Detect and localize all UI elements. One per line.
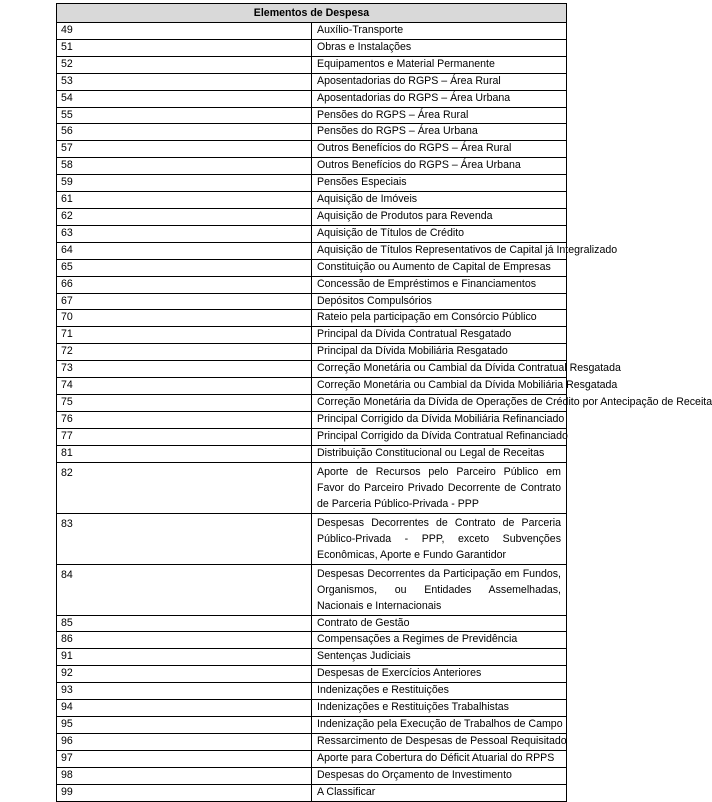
element-description: Equipamentos e Material Permanente [312,56,567,73]
element-description: Principal da Dívida Contratual Resgatado [312,327,567,344]
element-code: 63 [57,225,312,242]
table-row [57,107,567,124]
table-row [57,259,567,276]
element-description: A Classificar [312,784,567,801]
table-row [57,683,567,700]
element-code: 96 [57,733,312,750]
table-row [57,39,567,56]
table-row [57,717,567,734]
element-code: 57 [57,141,312,158]
element-description: Aposentadorias do RGPS – Área Urbana [312,90,567,107]
element-code: 55 [57,107,312,124]
element-description: Aquisição de Produtos para Revenda [312,208,567,225]
table-row [57,733,567,750]
table-row [57,649,567,666]
table-row [57,344,567,361]
element-description: Concessão de Empréstimos e Financiamentos [312,276,567,293]
element-description: Aquisição de Imóveis [312,192,567,209]
table-row [57,192,567,209]
table-row [57,141,567,158]
element-code: 62 [57,208,312,225]
table-row [57,700,567,717]
table-row [57,394,567,411]
table-row [57,293,567,310]
element-code: 67 [57,293,312,310]
table-row [57,175,567,192]
element-description: Indenizações e Restituições [312,683,567,700]
element-description: Outros Benefícios do RGPS – Área Urbana [312,158,567,175]
table-row [57,378,567,395]
element-code: 70 [57,310,312,327]
element-description: Outros Benefícios do RGPS – Área Rural [312,141,567,158]
table-row [57,124,567,141]
table-header-row [57,4,567,23]
table-row [57,615,567,632]
element-description: Principal da Dívida Mobiliária Resgatado [312,344,567,361]
element-description: Principal Corrigido da Dívida Mobiliária Refinanciado [312,411,567,428]
element-description: Obras e Instalações [312,39,567,56]
element-code: 94 [57,700,312,717]
element-description: Despesas Decorrentes da Participação em Fundos, Organismos, ou Entidades Assemelhadas, Nacionais e Internacionais [312,564,567,615]
element-code: 82 [57,462,312,513]
element-code: 76 [57,411,312,428]
element-code: 75 [57,394,312,411]
element-code: 84 [57,564,312,615]
table-row [57,784,567,801]
table-row [57,158,567,175]
element-code: 51 [57,39,312,56]
element-code: 77 [57,428,312,445]
element-description: Pensões do RGPS – Área Urbana [312,124,567,141]
element-description: Correção Monetária ou Cambial da Dívida Contratual Resgatada [312,361,567,378]
element-description: Principal Corrigido da Dívida Contratual Refinanciado [312,428,567,445]
element-description: Pensões Especiais [312,175,567,192]
element-code: 64 [57,242,312,259]
table-row [57,90,567,107]
table-header: Elementos de Despesa [57,4,567,23]
element-code: 61 [57,192,312,209]
table-row [57,564,567,615]
element-code: 93 [57,683,312,700]
element-description: Correção Monetária da Dívida de Operações de Crédito por Antecipação de Receita [312,394,567,411]
element-code: 98 [57,767,312,784]
element-code: 53 [57,73,312,90]
element-description: Compensações a Regimes de Previdência [312,632,567,649]
element-description: Indenização pela Execução de Trabalhos de Campo [312,717,567,734]
element-code: 83 [57,513,312,564]
element-description: Despesas Decorrentes de Contrato de Parceria Público-Privada - PPP, exceto Subvenções Econômicas, Aporte e Fundo Garantidor [312,513,567,564]
element-description: Despesas do Orçamento de Investimento [312,767,567,784]
table-row [57,666,567,683]
table-row [57,23,567,40]
table-row [57,56,567,73]
element-code: 59 [57,175,312,192]
element-description: Constituição ou Aumento de Capital de Empresas [312,259,567,276]
table-row [57,411,567,428]
element-description: Contrato de Gestão [312,615,567,632]
element-description: Correção Monetária ou Cambial da Dívida Mobiliária Resgatada [312,378,567,395]
table-row [57,767,567,784]
table-row [57,242,567,259]
table-row [57,361,567,378]
element-description: Distribuição Constitucional ou Legal de Receitas [312,445,567,462]
element-description: Pensões do RGPS – Área Rural [312,107,567,124]
element-code: 91 [57,649,312,666]
element-code: 86 [57,632,312,649]
element-code: 52 [57,56,312,73]
table-row [57,513,567,564]
element-description: Auxílio-Transporte [312,23,567,40]
element-description: Aquisição de Títulos Representativos de Capital já Integralizado [312,242,567,259]
element-code: 54 [57,90,312,107]
table-row [57,750,567,767]
table-body [57,23,712,802]
table-row [57,225,567,242]
element-description: Despesas de Exercícios Anteriores [312,666,567,683]
table-row [57,462,567,513]
element-description: Indenizações e Restituições Trabalhistas [312,700,567,717]
table-row [57,632,567,649]
element-code: 49 [57,23,312,40]
element-code: 99 [57,784,312,801]
element-code: 72 [57,344,312,361]
element-code: 92 [57,666,312,683]
element-code: 71 [57,327,312,344]
element-description: Aporte para Cobertura do Déficit Atuarial do RPPS [312,750,567,767]
expense-elements-table [56,3,712,802]
element-code: 97 [57,750,312,767]
element-description: Aporte de Recursos pelo Parceiro Público em Favor do Parceiro Privado Decorrente de Contrato de Parceria Público-Privada - PPP [312,462,567,513]
table-row [57,327,567,344]
element-description: Sentenças Judiciais [312,649,567,666]
table-row [57,428,567,445]
table-row [57,208,567,225]
element-description: Rateio pela participação em Consórcio Público [312,310,567,327]
element-code: 66 [57,276,312,293]
table-row [57,310,567,327]
table-row [57,276,567,293]
element-code: 65 [57,259,312,276]
table-row [57,73,567,90]
element-description: Depósitos Compulsórios [312,293,567,310]
element-code: 85 [57,615,312,632]
element-code: 81 [57,445,312,462]
element-code: 74 [57,378,312,395]
element-code: 56 [57,124,312,141]
element-code: 73 [57,361,312,378]
element-description: Ressarcimento de Despesas de Pessoal Requisitado [312,733,567,750]
table-row [57,445,567,462]
element-description: Aquisição de Títulos de Crédito [312,225,567,242]
element-code: 58 [57,158,312,175]
element-description: Aposentadorias do RGPS – Área Rural [312,73,567,90]
element-code: 95 [57,717,312,734]
